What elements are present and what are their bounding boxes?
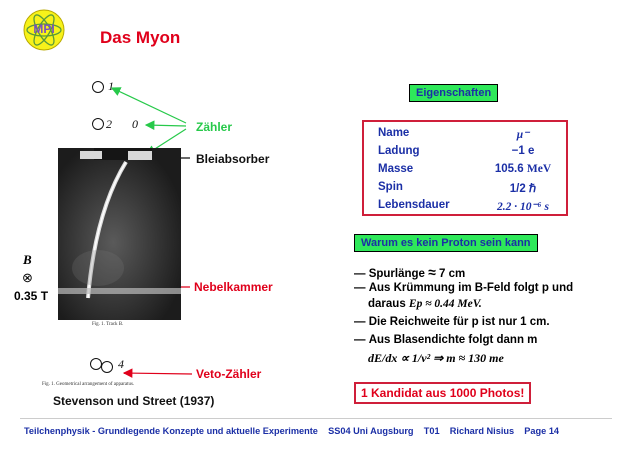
property-key: Spin: [378, 181, 403, 193]
page-title: Das Myon: [100, 28, 181, 47]
footer-rule: [20, 418, 612, 419]
counter-2-label: 2: [106, 117, 112, 131]
track-image: [58, 148, 181, 320]
property-value: −1 e: [511, 145, 535, 157]
label-nebelkammer: Nebelkammer: [194, 280, 273, 294]
property-value: 105.6: [494, 163, 524, 175]
conclusion-box: 1 Kandidat aus 1000 Photos!: [354, 382, 531, 404]
arrow-to-counter-1: [112, 88, 186, 123]
footer-text: Teilchenphysik - Grundlegende Konzepte und aktuelle Experimente SS04 Uni Augsburg T01 Richard Nisius Page 14: [24, 426, 560, 436]
bullet-text: daraus: [368, 298, 406, 310]
eigenschaften-title: Eigenschaften: [409, 84, 498, 102]
warum-title: Warum es kein Proton sein kann: [354, 234, 538, 252]
mass-formula: dE/dx ∝ 1/v² ⇒ m ≈ 130 me: [368, 351, 504, 365]
property-key: Name: [378, 127, 410, 139]
counter-1-label: 1: [108, 79, 114, 93]
arrow-to-veto: [124, 373, 192, 374]
bullet-dash: —: [354, 282, 369, 294]
property-value: 1/2 ℏ: [509, 183, 537, 195]
property-value: 2.2 · 10⁻⁶ s: [497, 201, 549, 213]
properties-box: [362, 120, 568, 216]
approx-symbol: ≈: [428, 264, 436, 280]
property-key: Masse: [378, 163, 414, 175]
counter-0-label: 0: [132, 117, 138, 131]
counter-4-label: 4: [118, 357, 124, 371]
property-key: Lebensdauer: [378, 199, 450, 211]
bullet-blasendichte: [354, 334, 537, 346]
bullet-spurlaenge: [354, 264, 465, 280]
bullet-reichweite: [354, 316, 550, 328]
property-value-group: [480, 163, 566, 175]
property-unit: MeV: [526, 163, 552, 175]
field-value: 0.35 T: [14, 289, 49, 303]
bullet-dash: —: [354, 268, 369, 280]
bullet-text: Spurlänge: [368, 268, 425, 280]
bullet-kruemmung-cont: [368, 298, 482, 310]
photo-caption: Fig. 1. Track B.: [92, 322, 124, 327]
label-bleiabsorber: Bleiabsorber: [196, 152, 270, 166]
label-veto-zaehler: Veto-Zähler: [196, 367, 262, 381]
field-symbol: B⃗: [23, 252, 42, 267]
logo-text: MPI: [33, 22, 55, 36]
bullet-dash: —: [354, 334, 369, 346]
property-value: μ⁻: [516, 129, 530, 141]
apparatus-caption: Fig. 1. Geometrical arrangement of apparatus.: [42, 382, 135, 387]
cloud-chamber-photo: [58, 148, 181, 320]
momentum-formula: Ep ≈ 0.44 MeV.: [408, 298, 482, 310]
label-zaehler: Zähler: [196, 120, 233, 134]
bullet-value: 7 cm: [439, 268, 466, 280]
bullet-text: Die Reichweite für p ist nur 1 cm.: [368, 316, 550, 328]
bullet-kruemmung: [354, 282, 573, 294]
arrow-to-counter-0: [146, 125, 186, 126]
credit-line: Stevenson und Street (1937): [53, 394, 215, 408]
bullet-dash: —: [354, 316, 369, 328]
field-direction-icon: ⊗: [22, 270, 33, 285]
property-key: Ladung: [378, 145, 420, 157]
bullet-text: Aus Krümmung im B-Feld folgt p und: [368, 282, 574, 294]
bullet-text: Aus Blasendichte folgt dann m: [368, 334, 538, 346]
